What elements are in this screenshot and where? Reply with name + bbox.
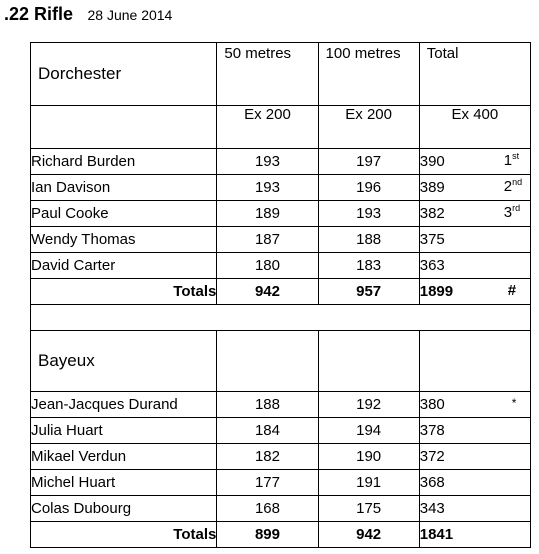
max-score-50m: Ex 200 <box>217 106 318 149</box>
total-50m: 942 <box>217 279 318 305</box>
table-row <box>31 201 531 227</box>
total-100m: 942 <box>318 522 419 548</box>
score-50m: 180 <box>217 253 318 279</box>
total-cell <box>419 175 530 201</box>
score-50m: 188 <box>217 392 318 418</box>
total-cell <box>419 227 530 253</box>
team-name-dorchester: Dorchester <box>31 43 217 106</box>
score-50m: 189 <box>217 201 318 227</box>
score-100m: 197 <box>318 149 419 175</box>
shooter-name: Richard Burden <box>31 149 217 175</box>
table-row <box>31 470 531 496</box>
score-total: 375 <box>419 230 445 248</box>
score-100m: 191 <box>318 470 419 496</box>
score-50m: 184 <box>217 418 318 444</box>
totals-row-bayeux <box>31 522 531 548</box>
bayeux-rows <box>31 392 531 548</box>
table-row <box>31 418 531 444</box>
team-name-bayeux: Bayeux <box>31 331 217 392</box>
shooter-name: Julia Huart <box>31 418 217 444</box>
score-total: 372 <box>419 447 445 465</box>
grand-total: 1841 <box>419 525 454 543</box>
max-score-100m: Ex 200 <box>318 106 419 149</box>
score-50m: 193 <box>217 149 318 175</box>
total-cell <box>419 149 530 175</box>
empty-cell <box>419 331 530 392</box>
total-cell <box>419 201 530 227</box>
score-50m: 187 <box>217 227 318 253</box>
shooter-name: Jean-Jacques Durand <box>31 392 217 418</box>
dorchester-max-row <box>31 106 531 149</box>
shooter-name: Paul Cooke <box>31 201 217 227</box>
score-total: 368 <box>419 473 445 491</box>
score-100m: 194 <box>318 418 419 444</box>
shooter-name: Mikael Verdun <box>31 444 217 470</box>
score-total: 380 <box>419 395 445 413</box>
total-cell <box>419 279 530 305</box>
total-cell <box>419 496 530 522</box>
score-total: 382 <box>419 204 445 222</box>
table-row <box>31 253 531 279</box>
shooter-name: Wendy Thomas <box>31 227 217 253</box>
results-table <box>30 42 531 548</box>
score-50m: 177 <box>217 470 318 496</box>
score-100m: 175 <box>318 496 419 522</box>
total-cell <box>419 253 530 279</box>
table-row <box>31 496 531 522</box>
total-50m: 899 <box>217 522 318 548</box>
score-50m: 182 <box>217 444 318 470</box>
event-date: 28 June 2014 <box>87 7 173 23</box>
grand-total: 1899 <box>419 282 454 300</box>
total-cell <box>419 522 530 548</box>
column-header-100m: 100 metres <box>318 43 419 106</box>
bayeux-header-row <box>31 331 531 392</box>
shooter-name: Colas Dubourg <box>31 496 217 522</box>
score-100m: 193 <box>318 201 419 227</box>
total-cell <box>419 444 530 470</box>
score-total: 343 <box>419 499 445 517</box>
totals-label: Totals <box>31 279 217 305</box>
total-cell <box>419 392 530 418</box>
placing: 3rd <box>503 203 521 221</box>
empty-cell <box>318 331 419 392</box>
table-row <box>31 227 531 253</box>
total-100m: 957 <box>318 279 419 305</box>
spacer-row <box>31 305 531 331</box>
shooter-name: Michel Huart <box>31 470 217 496</box>
score-100m: 190 <box>318 444 419 470</box>
spacer-cell <box>31 305 531 331</box>
score-100m: 196 <box>318 175 419 201</box>
placing: 1st <box>503 151 520 169</box>
column-header-50m: 50 metres <box>217 43 318 106</box>
totals-row-dorchester <box>31 279 531 305</box>
max-score-total: Ex 400 <box>419 106 530 149</box>
dorchester-header-row <box>31 43 531 106</box>
total-cell <box>419 418 530 444</box>
table-row <box>31 149 531 175</box>
score-100m: 192 <box>318 392 419 418</box>
winner-mark: # <box>507 282 517 299</box>
table-row <box>31 392 531 418</box>
totals-label: Totals <box>31 522 217 548</box>
shooter-name: David Carter <box>31 253 217 279</box>
column-header-total: Total <box>419 43 530 106</box>
score-total: 363 <box>419 256 445 274</box>
total-cell <box>419 470 530 496</box>
score-total: 378 <box>419 421 445 439</box>
shooter-name: Ian Davison <box>31 175 217 201</box>
table-row <box>31 175 531 201</box>
dorchester-rows <box>31 149 531 305</box>
placing: 2nd <box>503 177 523 195</box>
note-mark: * <box>511 396 517 410</box>
page-header <box>4 4 172 26</box>
score-100m: 188 <box>318 227 419 253</box>
score-total: 390 <box>419 152 445 170</box>
empty-cell <box>217 331 318 392</box>
score-total: 389 <box>419 178 445 196</box>
score-50m: 193 <box>217 175 318 201</box>
table-row <box>31 444 531 470</box>
empty-cell <box>31 106 217 149</box>
score-50m: 168 <box>217 496 318 522</box>
score-100m: 183 <box>318 253 419 279</box>
page-title: .22 Rifle <box>4 4 74 24</box>
